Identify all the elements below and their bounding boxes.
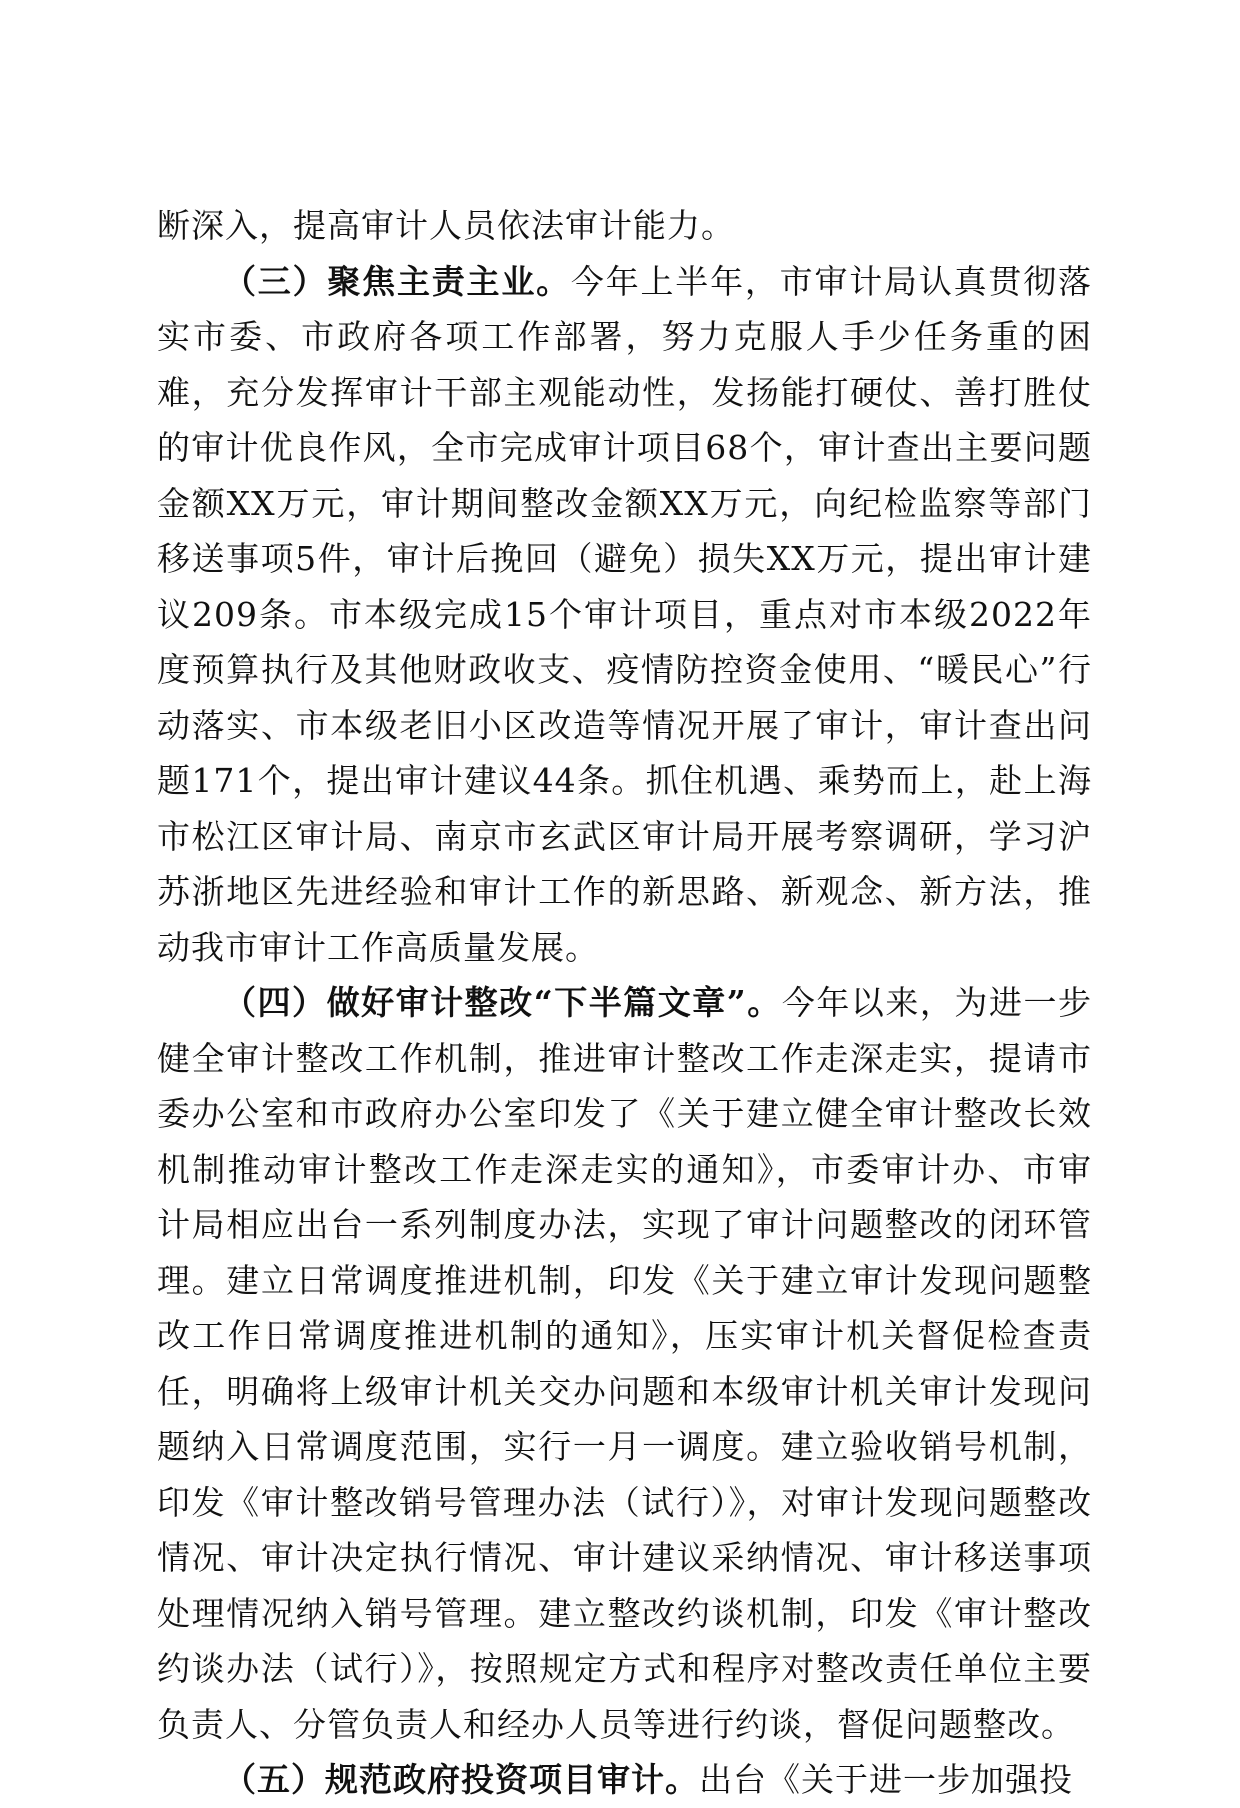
paragraph-section-3 [157, 254, 1092, 976]
paragraph-text: 出台《关于进一步加强投 [699, 1760, 1073, 1799]
section-heading: （三）聚焦主责主业。 [223, 261, 571, 301]
section-heading: （四）做好审计整改“下半篇文章”。 [223, 983, 782, 1022]
paragraph-section-4 [157, 975, 1092, 1752]
paragraph-continuation [157, 198, 1092, 254]
document-body [157, 198, 1092, 1808]
paragraph-section-5 [157, 1752, 1092, 1808]
section-heading: （五）规范政府投资项目审计。 [223, 1760, 699, 1799]
paragraph-text: 今年上半年，市审计局认真贯彻落实市委、市政府各项工作部署，努力克服人手少任务重的困难，充分发挥审计干部主观能动性，发扬能打硬仗、善打胜仗的审计优良作风，全市完成审计项目68个，审计查出主要问题金额XX万元，审计期间整改金额XX万元，向纪检监察等部门移送事项5件，审计后挽回（避免）损失XX万元，提出审计建议209条。市本级完成15个审计项目，重点对市本级2022年度预算执行及其他财政收支、疫情防控资金使用、“暖民心”行动落实、市本级老旧小区改造等情况开展了审计，审计查出问题171个，提出审计建议44条。抓住机遇、乘势而上，赴上海市松江区审计局、南京市玄武区审计局开展考察调研，学习沪苏浙地区先进经验和审计工作的新思路、新观念、新方法，推动我市审计工作高质量发展。 [157, 261, 1093, 967]
paragraph-text: 今年以来，为进一步健全审计整改工作机制，推进审计整改工作走深走实，提请市委办公室和市政府办公室印发了《关于建立健全审计整改长效机制推动审计整改工作走深走实的通知》，市委审计办、市审计局相应出台一系列制度办法，实现了审计问题整改的闭环管理。建立日常调度推进机制，印发《关于建立审计发现问题整改工作日常调度推进机制的通知》，压实审计机关督促检查责任，明确将上级审计机关交办问题和本级审计机关审计发现问题纳入日常调度范围，实行一月一调度。建立验收销号机制，印发《审计整改销号管理办法（试行）》，对审计发现问题整改情况、审计决定执行情况、审计建议采纳情况、审计移送事项处理情况纳入销号管理。建立整改约谈机制，印发《审计整改约谈办法（试行）》，按照规定方式和程序对整改责任单位主要负责人、分管负责人和经办人员等进行约谈，督促问题整改。 [157, 983, 1092, 1744]
paragraph-text: 断深入，提高审计人员依法审计能力。 [157, 206, 735, 245]
